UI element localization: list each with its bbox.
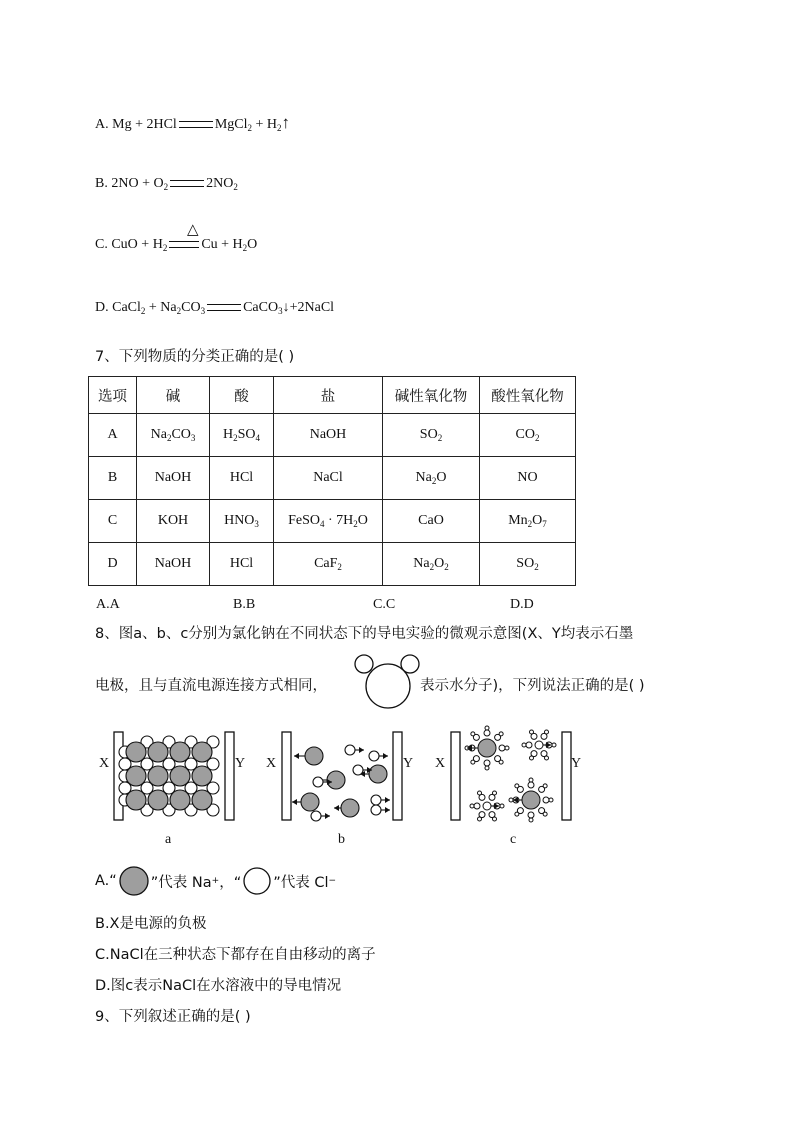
formula: H xyxy=(222,427,234,442)
subscript: 2 xyxy=(429,562,435,572)
table-row xyxy=(89,414,576,457)
water-molecule xyxy=(474,803,480,809)
answer-option-c: C.C xyxy=(373,597,396,612)
q8-stem-line2b: 表示水分子)，下列说法正确的是( ) xyxy=(420,678,645,694)
table-row xyxy=(89,500,576,543)
subscript: 3 xyxy=(278,306,283,316)
subscript: 2 xyxy=(353,519,358,529)
header-cell: 选项 xyxy=(89,377,137,414)
diagram-label-b: b xyxy=(338,832,345,847)
cl-ion xyxy=(313,777,323,787)
subscript: 2 xyxy=(166,433,172,443)
water-molecule xyxy=(552,743,556,747)
formula: HNO xyxy=(224,513,255,528)
q8-option-a xyxy=(95,866,336,896)
option-letter: D. xyxy=(95,300,109,315)
answer-option-a: A.A xyxy=(96,597,120,612)
water-molecule xyxy=(505,746,509,750)
option-cell: B xyxy=(89,457,137,500)
q8-option-b: B.X是电源的负极 xyxy=(95,916,207,932)
subscript: 4 xyxy=(320,519,325,529)
subscript: 2 xyxy=(431,476,437,486)
cl-ion xyxy=(311,811,321,821)
basic-oxide-cell: CaO xyxy=(383,500,480,543)
water-molecule xyxy=(549,798,553,802)
na-ion xyxy=(170,766,190,786)
cl-ion xyxy=(371,805,381,815)
water-molecule xyxy=(484,730,490,736)
table-row xyxy=(89,543,576,586)
electrode-x-label: X xyxy=(99,756,110,771)
formula: · 7H xyxy=(324,513,354,528)
subscript: 2 xyxy=(140,306,146,316)
option-cell: C xyxy=(89,500,137,543)
formula: O xyxy=(434,556,445,571)
basic-oxide-cell xyxy=(383,414,480,457)
arrow-head xyxy=(292,799,297,805)
subscript: 3 xyxy=(254,519,259,529)
na-ion xyxy=(341,799,359,817)
subscript: 3 xyxy=(200,306,206,316)
option-text: A.“ xyxy=(95,873,117,889)
equation-lhs: CuO + H xyxy=(111,237,163,252)
salt-cell: NaOH xyxy=(274,414,383,457)
subscript: 2 xyxy=(527,519,533,529)
water-molecule xyxy=(500,804,504,808)
header-cell: 酸性氧化物 xyxy=(480,377,576,414)
water-molecule xyxy=(478,817,482,821)
equation-lhs: CaCl xyxy=(112,300,141,315)
acid-cell: HCl xyxy=(210,543,274,586)
subscript: 2 xyxy=(277,123,282,133)
equation-rhs-tail: + H xyxy=(252,117,278,132)
water-molecule xyxy=(471,732,475,736)
water-molecule xyxy=(509,798,513,802)
table-header-row xyxy=(89,377,576,414)
salt-cell xyxy=(274,500,383,543)
water-molecule xyxy=(470,804,474,808)
electrode-x-label: X xyxy=(266,756,277,771)
q8-option-c: C.NaCl在三种状态下都存在自由移动的离子 xyxy=(95,947,376,963)
formula: CO xyxy=(171,427,191,442)
water-molecule xyxy=(530,730,534,734)
option-letter: B. xyxy=(95,176,108,191)
water-molecule xyxy=(478,791,482,795)
na-ion xyxy=(327,771,345,789)
equation-lhs: Mg + 2HCl xyxy=(112,117,177,132)
na-ion xyxy=(170,742,190,762)
formula: Mn xyxy=(508,513,528,528)
subscript: 2 xyxy=(247,123,252,133)
formula: Na xyxy=(150,427,167,442)
equation-rhs: MgCl xyxy=(214,117,248,132)
equation-rhs-tail: ↓+2NaCl xyxy=(282,300,335,315)
subscript: 2 xyxy=(176,306,182,316)
q8-stem-line2a: 电极，且与直流电源连接方式相同， xyxy=(95,678,327,694)
water-molecule-icon xyxy=(350,654,422,712)
water-molecule xyxy=(528,812,534,818)
header-cell: 碱 xyxy=(137,377,210,414)
diagram-label-a: a xyxy=(165,832,172,847)
basic-oxide-cell xyxy=(383,543,480,586)
cl-ion xyxy=(371,795,381,805)
formula: CO xyxy=(515,427,535,442)
formula: Na xyxy=(415,470,432,485)
water-molecule xyxy=(543,812,547,816)
formula: FeSO xyxy=(288,513,320,528)
table-row xyxy=(89,457,576,500)
cl-ion xyxy=(483,802,491,810)
option-text: ，“ xyxy=(219,874,242,891)
water-molecule xyxy=(522,743,526,747)
na-ion xyxy=(192,790,212,810)
salt-cell xyxy=(274,543,383,586)
equation-lhs: 2NO + O xyxy=(111,176,164,191)
cl-ion xyxy=(535,741,543,749)
option-a xyxy=(95,113,290,133)
equals-sign xyxy=(207,304,241,311)
option-letter: A. xyxy=(95,117,109,132)
arrow-head xyxy=(383,753,388,759)
na-ion xyxy=(305,747,323,765)
base-cell xyxy=(137,414,210,457)
na-ion xyxy=(369,765,387,783)
classification-table xyxy=(88,376,576,586)
subscript: 2 xyxy=(242,243,248,253)
formula: O xyxy=(532,513,543,528)
q9-stem: 9、下列叙述正确的是( ) xyxy=(95,1009,251,1025)
cl-ion xyxy=(345,745,355,755)
q7-stem: 7、下列物质的分类正确的是( ) xyxy=(95,349,295,365)
equation-rhs: Cu + H xyxy=(201,237,243,252)
option-text: ”代表 Na xyxy=(150,874,212,891)
acid-cell: HCl xyxy=(210,457,274,500)
subscript: 2 xyxy=(337,562,342,572)
cl-ion xyxy=(353,765,363,775)
subscript: 2 xyxy=(534,433,540,443)
superscript: + xyxy=(211,876,220,886)
na-ion xyxy=(126,790,146,810)
formula: Na xyxy=(413,556,430,571)
arrow-head xyxy=(359,747,364,753)
formula: SO xyxy=(237,427,256,442)
subscript: 2 xyxy=(444,562,449,572)
water-molecule xyxy=(545,730,549,734)
equation-rhs: CaCO xyxy=(243,300,279,315)
gas-arrow: ↑ xyxy=(281,113,291,132)
subscript: 3 xyxy=(190,433,196,443)
equation-rhs-tail: O xyxy=(247,237,258,252)
diagram-b-molten xyxy=(280,730,404,822)
na-ion xyxy=(192,766,212,786)
option-d xyxy=(95,300,334,316)
option-cell: D xyxy=(89,543,137,586)
base-cell: NaOH xyxy=(137,543,210,586)
formula: O xyxy=(357,513,368,528)
water-molecule xyxy=(493,817,497,821)
na-ion xyxy=(126,742,146,762)
electrode-y-label: Y xyxy=(235,756,246,771)
na-ion xyxy=(522,791,540,809)
na-ion xyxy=(192,742,212,762)
option-b xyxy=(95,176,238,192)
arrow-head xyxy=(385,797,390,803)
water-molecule xyxy=(499,760,503,764)
diagram-c-solution xyxy=(449,720,573,824)
subscript: 2 xyxy=(437,433,443,443)
q8-option-d: D.图c表示NaCl在水溶液中的导电情况 xyxy=(95,978,342,994)
acidic-oxide-cell: NO xyxy=(480,457,576,500)
water-molecule xyxy=(543,797,549,803)
subscript: 2 xyxy=(163,182,169,192)
equals-sign xyxy=(170,180,204,187)
arrow-head xyxy=(294,753,299,759)
acidic-oxide-cell xyxy=(480,500,576,543)
arrow-head xyxy=(385,807,390,813)
subscript: 2 xyxy=(233,433,238,443)
equals-sign xyxy=(169,241,199,248)
small-ion-icon xyxy=(241,866,273,896)
na-ion xyxy=(148,790,168,810)
water-molecule xyxy=(515,812,519,816)
na-ion xyxy=(148,742,168,762)
water-molecule xyxy=(545,756,549,760)
water-molecule xyxy=(526,742,532,748)
q8-stem-line1: 8、图a、b、c分别为氯化钠在不同状态下的导电实验的微观示意图(X、Y均表示石墨 xyxy=(95,626,634,642)
large-ion-icon xyxy=(117,866,151,896)
answer-option-b: B.B xyxy=(233,597,256,612)
water-molecule xyxy=(499,745,505,751)
header-cell: 碱性氧化物 xyxy=(383,377,480,414)
water-molecule xyxy=(543,784,547,788)
subscript: 7 xyxy=(542,519,547,529)
water-molecule xyxy=(530,756,534,760)
water-molecule xyxy=(485,766,489,770)
water-molecule xyxy=(485,726,489,730)
acid-cell xyxy=(210,500,274,543)
option-letter: C. xyxy=(95,237,108,252)
water-molecule xyxy=(499,732,503,736)
formula: SO xyxy=(419,427,438,442)
subscript: 2 xyxy=(162,243,168,253)
water-molecule xyxy=(484,760,490,766)
acidic-oxide-cell xyxy=(480,543,576,586)
base-cell: KOH xyxy=(137,500,210,543)
basic-oxide-cell xyxy=(383,457,480,500)
formula: O xyxy=(436,470,447,485)
diagram-label-c: c xyxy=(510,832,517,847)
electrode-x-label: X xyxy=(435,756,446,771)
cl-ion xyxy=(369,751,379,761)
water-molecule xyxy=(529,778,533,782)
equals-sign xyxy=(179,121,213,128)
electrode-y-label: Y xyxy=(571,756,582,771)
diagram-a-solid-lattice xyxy=(112,730,236,822)
water-molecule xyxy=(493,791,497,795)
acidic-oxide-cell xyxy=(480,414,576,457)
base-cell: NaOH xyxy=(137,457,210,500)
na-ion xyxy=(301,793,319,811)
water-molecule xyxy=(529,818,533,822)
subscript: 4 xyxy=(255,433,261,443)
option-cell: A xyxy=(89,414,137,457)
salt-cell: NaCl xyxy=(274,457,383,500)
arrow-head xyxy=(325,813,330,819)
acid-cell xyxy=(210,414,274,457)
na-ion xyxy=(170,790,190,810)
header-cell: 盐 xyxy=(274,377,383,414)
option-text: ”代表 Cl xyxy=(273,874,329,891)
equation-lhs: CO xyxy=(181,300,201,315)
formula: SO xyxy=(516,556,535,571)
subscript: 2 xyxy=(534,562,539,572)
formula: CaF xyxy=(314,556,338,571)
water-molecule xyxy=(471,760,475,764)
subscript: 2 xyxy=(233,182,238,192)
option-c xyxy=(95,237,257,253)
na-ion xyxy=(478,739,496,757)
equation-rhs: 2NO xyxy=(206,176,234,191)
na-ion xyxy=(126,766,146,786)
water-molecule xyxy=(528,782,534,788)
electrode-y-label: Y xyxy=(403,756,414,771)
superscript: − xyxy=(328,876,337,886)
water-molecule xyxy=(515,784,519,788)
answer-option-d: D.D xyxy=(510,597,534,612)
header-cell: 酸 xyxy=(210,377,274,414)
equation-lhs: + Na xyxy=(145,300,177,315)
na-ion xyxy=(148,766,168,786)
arrow-head xyxy=(334,805,339,811)
heating-condition: △ xyxy=(187,222,199,238)
